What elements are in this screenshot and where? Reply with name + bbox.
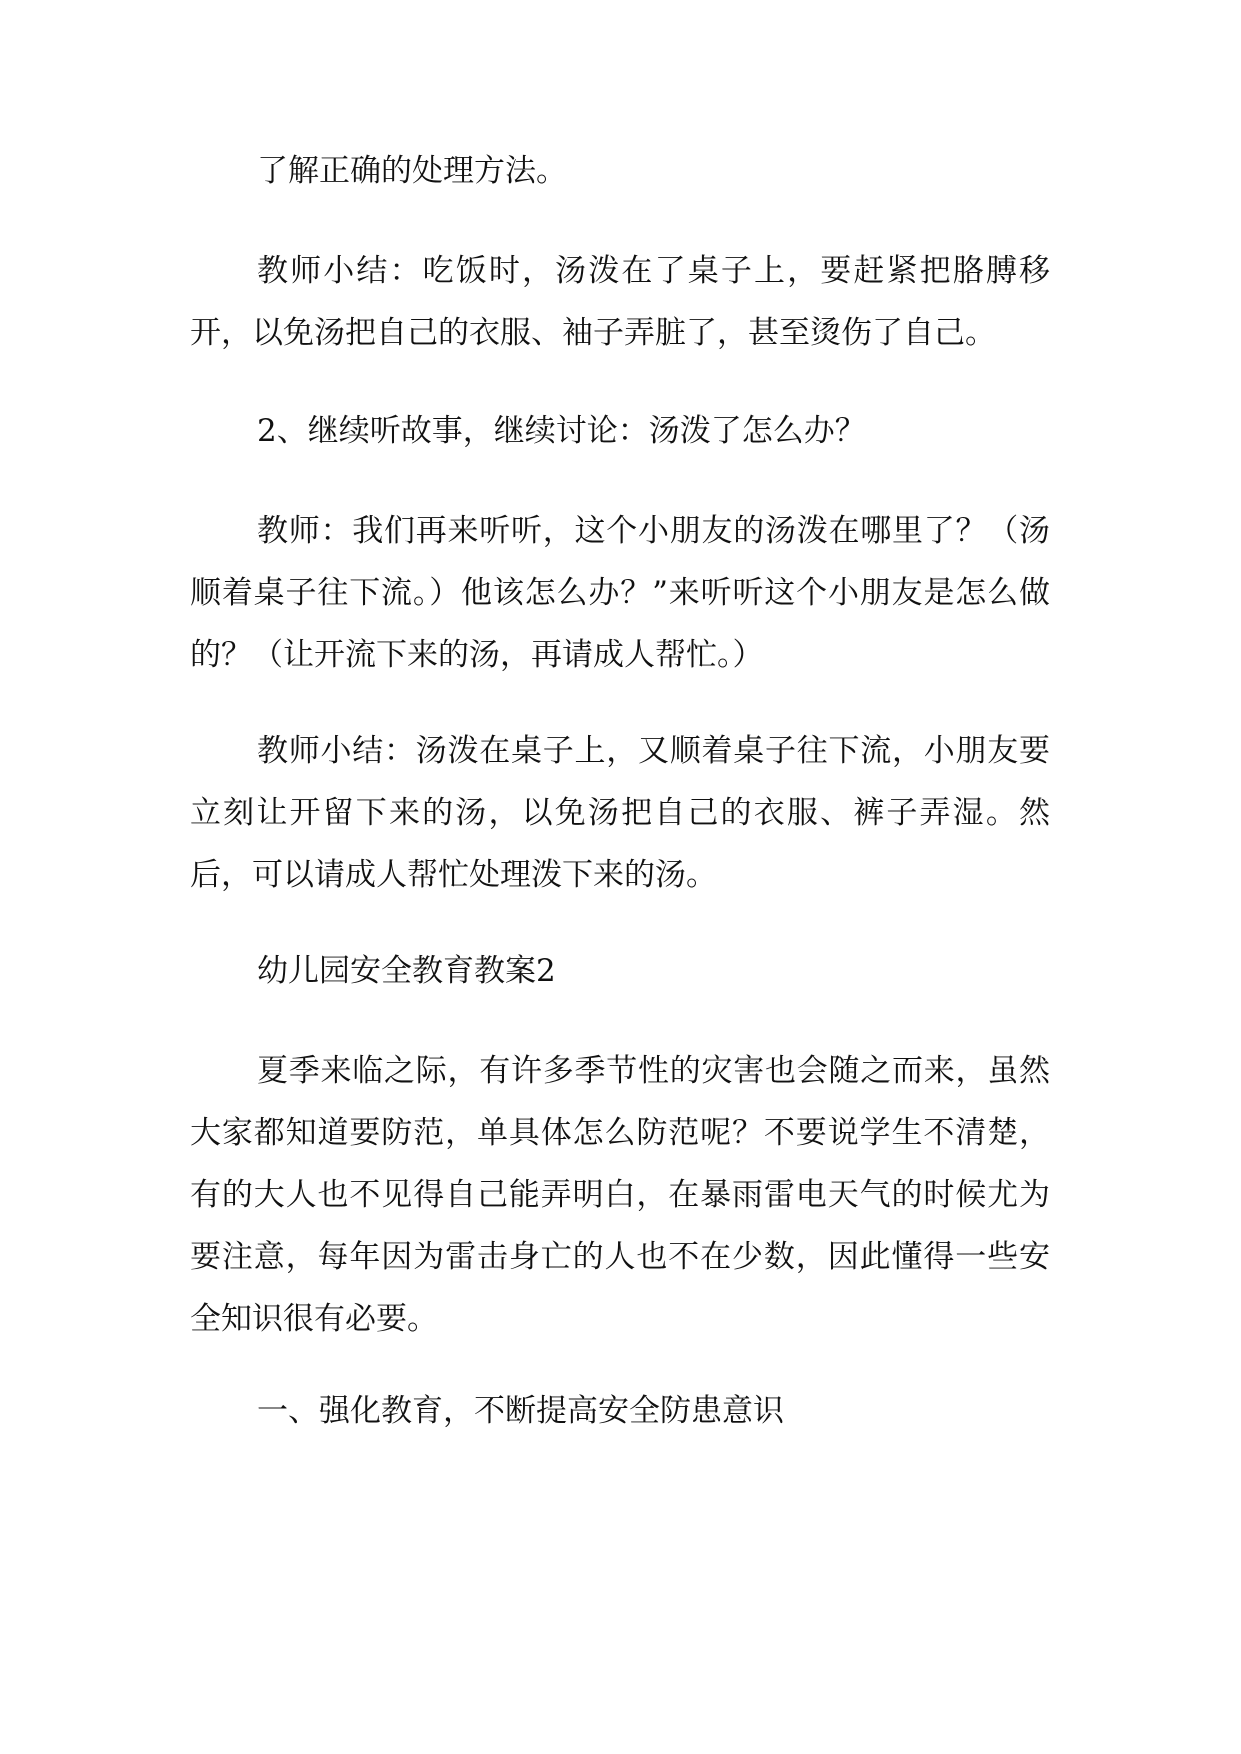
section-heading-2: 幼儿园安全教育教案2 bbox=[257, 953, 556, 989]
paragraph-1: 了解正确的处理方法。 bbox=[257, 153, 567, 189]
paragraph-4: 教师：我们再来听听，这个小朋友的汤泼在哪里了？（汤顺着桌子往下流。）他该怎么办？”来听听这个小朋友是怎么做的？（让开流下来的汤，再请成人帮忙。） bbox=[190, 513, 1050, 673]
paragraph-3: 2、继续听故事，继续讨论：汤泼了怎么办？ bbox=[257, 413, 866, 449]
paragraph-6: 夏季来临之际，有许多季节性的灾害也会随之而来，虽然大家都知道要防范，单具体怎么防范呢？不要说学生不清楚，有的大人也不见得自己能弄明白，在暴雨雷电天气的时候尤为要注意，每年因为雷击身亡的人也不在少数，因此懂得一些安全知识很有必要。 bbox=[190, 1053, 1050, 1337]
section-heading-1: 一、强化教育，不断提高安全防患意识 bbox=[257, 1393, 784, 1429]
paragraph-2: 教师小结：吃饭时，汤泼在了桌子上，要赶紧把胳膊移开，以免汤把自己的衣服、袖子弄脏了，甚至烫伤了自己。 bbox=[190, 253, 1050, 351]
paragraph-5: 教师小结：汤泼在桌子上，又顺着桌子往下流，小朋友要立刻让开留下来的汤，以免汤把自己的衣服、裤子弄湿。然后，可以请成人帮忙处理泼下来的汤。 bbox=[190, 733, 1050, 893]
